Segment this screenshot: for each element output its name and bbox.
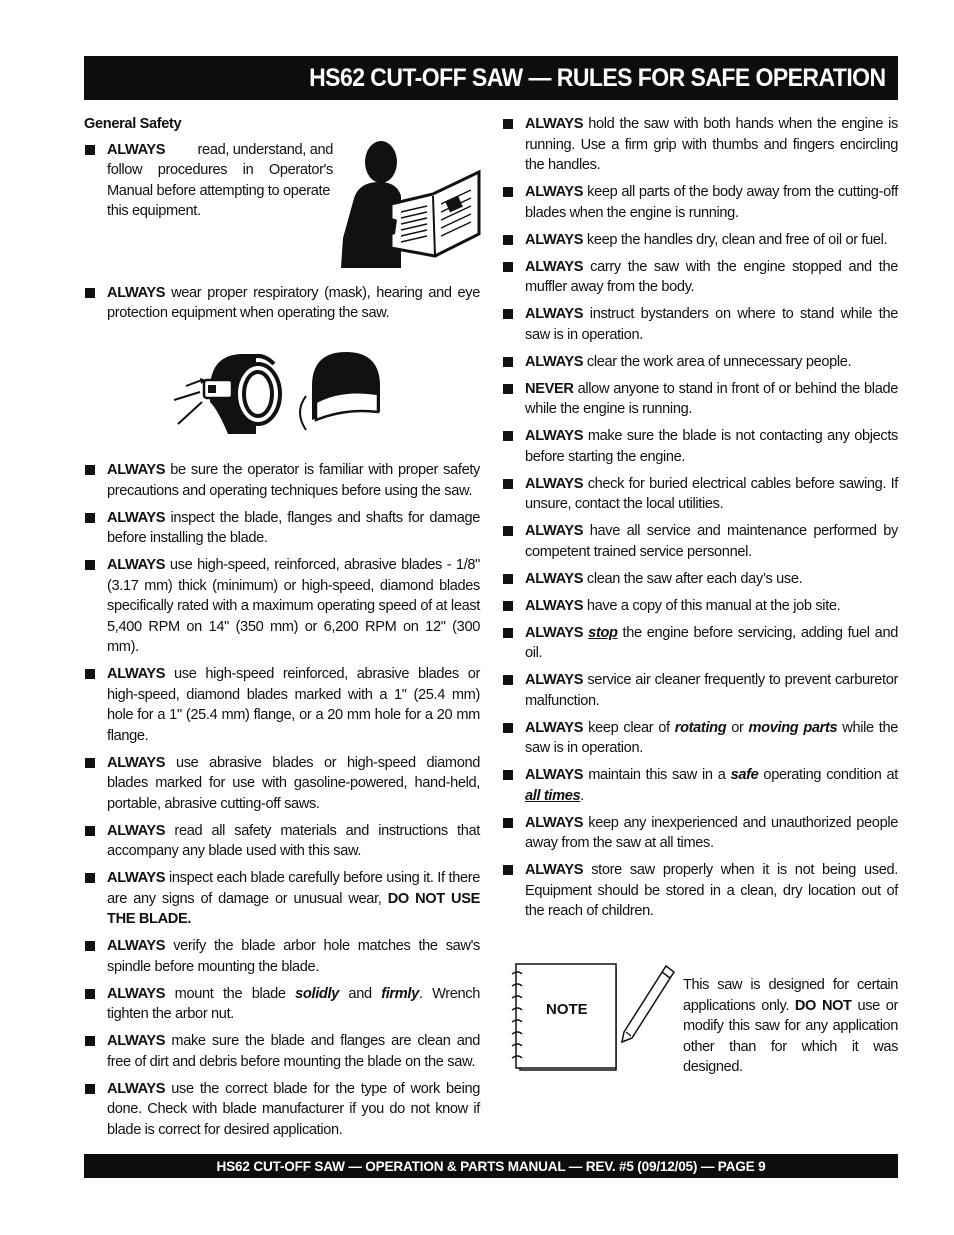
safety-rule: ALWAYS inspect the blade, flanges and shafts for damage before installing the blade. xyxy=(84,508,480,549)
safety-rule: ALWAYS make sure the blade and flanges are clean and free of dirt and debris before mounting the blade on the saw. xyxy=(84,1031,480,1072)
safety-rule: ALWAYS use high-speed reinforced, abrasive blades or high-speed, diamond blades marked with a 1" (25.4 mm) hole for a 1" (25.4 mm) flange, or a 20 mm hole for a 20 mm flange. xyxy=(84,664,480,746)
page-title: HS62 CUT-OFF SAW — RULES FOR SAFE OPERATION xyxy=(309,63,886,92)
footer-text: HS62 CUT-OFF SAW — OPERATION & PARTS MANUAL — REV. #5 (09/12/05) — PAGE 9 xyxy=(216,1158,766,1174)
safety-rule: ALWAYS keep the handles dry, clean and free of oil or fuel. xyxy=(502,230,898,251)
safety-rule: ALWAYS have a copy of this manual at the job site. xyxy=(502,596,898,617)
safety-rule: ALWAYS use high-speed, reinforced, abrasive blades - 1/8" (3.17 mm) thick (minimum) or high-speed, diamond blades specifically rated with a maximum operating speed of at least 5,400 RPM on 14" (350 mm) or 6,200 RPM on 12" (300 mm). xyxy=(84,555,480,658)
safety-rule: ALWAYS read, understand, and follow procedures in Operator's Manual before attempting to operate this equipment. xyxy=(84,140,333,262)
safety-rule: ALWAYS clear the work area of unnecessary people. xyxy=(502,352,898,373)
safety-rule: ALWAYS maintain this saw in a safe operating condition at all times. xyxy=(502,765,898,806)
safety-rule: ALWAYS carry the saw with the engine stopped and the muffler away from the body. xyxy=(502,257,898,298)
notepad-pencil-icon xyxy=(510,962,680,1074)
safety-rule: ALWAYS service air cleaner frequently to prevent carburetor malfunction. xyxy=(502,670,898,711)
safety-rule: ALWAYS stop the engine before servicing, adding fuel and oil. xyxy=(502,623,898,664)
safety-rule: ALWAYS have all service and maintenance performed by competent trained service personnel. xyxy=(502,521,898,562)
safety-rule: ALWAYS check for buried electrical cables before sawing. If unsure, contact the local utilities. xyxy=(502,474,898,515)
note-text: This saw is designed for certain applications only. DO NOT use or modify this saw for any application other than for which it was designed. xyxy=(683,977,898,1075)
safety-rule: ALWAYS clean the saw after each day’s use. xyxy=(502,569,898,590)
note-label: NOTE xyxy=(546,1001,588,1018)
ppe-goggles-earmuffs-mask-icon xyxy=(166,350,386,434)
safety-rule: ALWAYS store saw properly when it is not being used. Equipment should be stored in a clean, dry location out of the reach of children. xyxy=(502,860,898,922)
safety-rule: ALWAYS keep all parts of the body away from the cutting-off blades when the engine is running. xyxy=(502,182,898,223)
safety-rule: ALWAYS be sure the operator is familiar with proper safety precautions and operating techniques before using the saw. xyxy=(84,460,480,501)
section-heading: General Safety xyxy=(84,116,182,132)
safety-rule: NEVER allow anyone to stand in front of or behind the blade while the engine is running. xyxy=(502,379,898,420)
safety-rule: ALWAYS mount the blade solidly and firmly. Wrench tighten the arbor nut. xyxy=(84,984,480,1025)
safety-rule: ALWAYS make sure the blade is not contacting any objects before starting the engine. xyxy=(502,426,898,467)
page-footer xyxy=(84,1154,898,1178)
safety-rule: ALWAYS hold the saw with both hands when the engine is running. Use a firm grip with thumbs and fingers encircling the handles. xyxy=(502,114,898,176)
safety-rule: ALWAYS keep any inexperienced and unauthorized people away from the saw at all times. xyxy=(502,813,898,854)
person-reading-manual-icon xyxy=(335,138,483,268)
safety-rule: ALWAYS read all safety materials and instructions that accompany any blade used with this saw. xyxy=(84,821,480,862)
page-title-bar xyxy=(84,56,898,100)
safety-rule: ALWAYS wear proper respiratory (mask), hearing and eye protection equipment when operating the saw. xyxy=(84,283,480,324)
safety-rule: ALWAYS instruct bystanders on where to stand while the saw is in operation. xyxy=(502,304,898,345)
safety-rule: ALWAYS inspect each blade carefully before using it. If there are any signs of damage or unusual wear, DO NOT USE THE BLADE. xyxy=(84,868,480,930)
safety-rule: ALWAYS use the correct blade for the type of work being done. Check with blade manufacturer if you do not know if blade is correct for desired application. xyxy=(84,1079,480,1141)
right-column xyxy=(502,114,898,922)
safety-rule: ALWAYS verify the blade arbor hole matches the saw's spindle before mounting the blade. xyxy=(84,936,480,977)
safety-rule: ALWAYS use abrasive blades or high-speed diamond blades marked for use with gasoline-powered, hand-held, portable, abrasive cutting-off saws. xyxy=(84,753,480,815)
safety-rule: ALWAYS keep clear of rotating or moving parts while the saw is in operation. xyxy=(502,718,898,759)
